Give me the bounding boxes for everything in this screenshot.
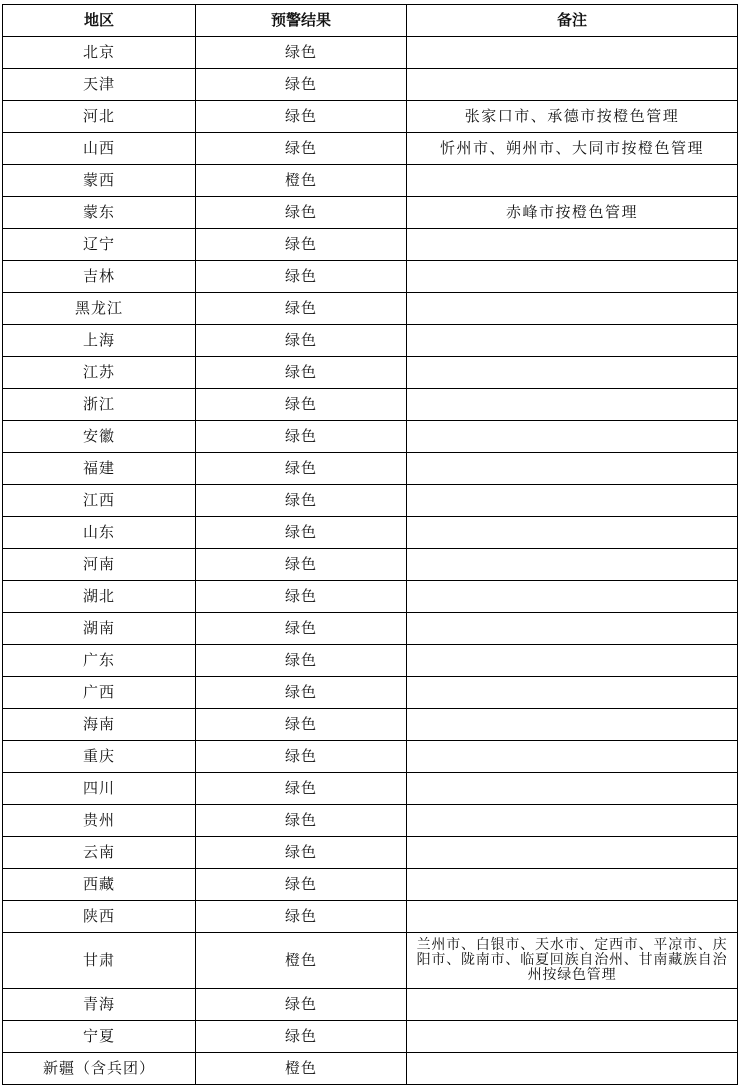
- table-row: [3, 741, 738, 773]
- header-row: [3, 5, 738, 37]
- cell-warning-result: 绿色: [196, 901, 407, 933]
- cell-region: 福建: [3, 453, 196, 485]
- table-row: [3, 325, 738, 357]
- cell-warning-result: 绿色: [196, 869, 407, 901]
- cell-note: [407, 389, 738, 421]
- cell-region: 湖南: [3, 613, 196, 645]
- cell-warning-result: 橙色: [196, 933, 407, 989]
- cell-note: [407, 325, 738, 357]
- cell-warning-result: 绿色: [196, 773, 407, 805]
- cell-region: 广东: [3, 645, 196, 677]
- table-row: [3, 805, 738, 837]
- cell-note: [407, 517, 738, 549]
- cell-region: 上海: [3, 325, 196, 357]
- cell-region: 山东: [3, 517, 196, 549]
- cell-note: [407, 989, 738, 1021]
- cell-region: 江西: [3, 485, 196, 517]
- table-row: [3, 165, 738, 197]
- table-row: [3, 133, 738, 165]
- cell-warning-result: 绿色: [196, 709, 407, 741]
- cell-warning-result: 绿色: [196, 741, 407, 773]
- cell-warning-result: 绿色: [196, 549, 407, 581]
- table-row: [3, 37, 738, 69]
- cell-warning-result: 绿色: [196, 517, 407, 549]
- cell-note: [407, 165, 738, 197]
- cell-note: [407, 549, 738, 581]
- table-row: [3, 581, 738, 613]
- cell-note: [407, 677, 738, 709]
- cell-region: 黑龙江: [3, 293, 196, 325]
- cell-region: 新疆（含兵团）: [3, 1053, 196, 1085]
- cell-warning-result: 绿色: [196, 101, 407, 133]
- table-row: [3, 485, 738, 517]
- cell-region: 重庆: [3, 741, 196, 773]
- cell-region: 湖北: [3, 581, 196, 613]
- cell-note: 赤峰市按橙色管理: [407, 197, 738, 229]
- cell-note: 忻州市、朔州市、大同市按橙色管理: [407, 133, 738, 165]
- cell-note: [407, 1021, 738, 1053]
- cell-region: 广西: [3, 677, 196, 709]
- cell-region: 四川: [3, 773, 196, 805]
- cell-note: [407, 1053, 738, 1085]
- table-row: [3, 645, 738, 677]
- cell-warning-result: 绿色: [196, 613, 407, 645]
- table-row: [3, 389, 738, 421]
- table-row: [3, 613, 738, 645]
- cell-note: 张家口市、承德市按橙色管理: [407, 101, 738, 133]
- warning-results-table-container: [2, 4, 737, 1085]
- cell-note: [407, 261, 738, 293]
- cell-region: 山西: [3, 133, 196, 165]
- cell-region: 宁夏: [3, 1021, 196, 1053]
- table-row: [3, 1021, 738, 1053]
- cell-note: [407, 485, 738, 517]
- cell-warning-result: 绿色: [196, 37, 407, 69]
- table-row: [3, 901, 738, 933]
- cell-note: [407, 229, 738, 261]
- cell-region: 辽宁: [3, 229, 196, 261]
- cell-warning-result: 绿色: [196, 805, 407, 837]
- header-note: 备注: [407, 5, 738, 37]
- cell-warning-result: 绿色: [196, 293, 407, 325]
- table-row: [3, 773, 738, 805]
- table-row: [3, 357, 738, 389]
- header-region: 地区: [3, 5, 196, 37]
- cell-warning-result: 绿色: [196, 837, 407, 869]
- table-row: [3, 197, 738, 229]
- cell-note: [407, 773, 738, 805]
- cell-warning-result: 绿色: [196, 229, 407, 261]
- table-row: [3, 229, 738, 261]
- cell-warning-result: 绿色: [196, 1021, 407, 1053]
- cell-note: [407, 581, 738, 613]
- cell-region: 河北: [3, 101, 196, 133]
- cell-note: [407, 453, 738, 485]
- cell-region: 河南: [3, 549, 196, 581]
- header-warning-result: 预警结果: [196, 5, 407, 37]
- cell-warning-result: 绿色: [196, 989, 407, 1021]
- cell-note: [407, 293, 738, 325]
- cell-region: 吉林: [3, 261, 196, 293]
- cell-warning-result: 绿色: [196, 421, 407, 453]
- cell-note: [407, 709, 738, 741]
- cell-note: [407, 421, 738, 453]
- cell-warning-result: 绿色: [196, 197, 407, 229]
- cell-note: [407, 357, 738, 389]
- table-row: [3, 421, 738, 453]
- table-row: [3, 101, 738, 133]
- table-row: [3, 677, 738, 709]
- table-row: [3, 549, 738, 581]
- cell-warning-result: 绿色: [196, 645, 407, 677]
- table-row: [3, 69, 738, 101]
- cell-region: 蒙东: [3, 197, 196, 229]
- cell-note: 兰州市、白银市、天水市、定西市、平凉市、庆阳市、陇南市、临夏回族自治州、甘南藏族自治州按绿色管理: [407, 933, 738, 989]
- table-row: [3, 1053, 738, 1085]
- cell-region: 云南: [3, 837, 196, 869]
- cell-region: 浙江: [3, 389, 196, 421]
- cell-warning-result: 绿色: [196, 485, 407, 517]
- cell-region: 蒙西: [3, 165, 196, 197]
- table-row: [3, 933, 738, 989]
- cell-note: [407, 645, 738, 677]
- cell-note: [407, 613, 738, 645]
- cell-warning-result: 绿色: [196, 261, 407, 293]
- cell-region: 江苏: [3, 357, 196, 389]
- cell-region: 北京: [3, 37, 196, 69]
- cell-warning-result: 绿色: [196, 581, 407, 613]
- cell-region: 陕西: [3, 901, 196, 933]
- cell-warning-result: 绿色: [196, 453, 407, 485]
- cell-note: [407, 741, 738, 773]
- table-row: [3, 261, 738, 293]
- cell-region: 甘肃: [3, 933, 196, 989]
- cell-warning-result: 绿色: [196, 69, 407, 101]
- table-row: [3, 517, 738, 549]
- table-header: [3, 5, 738, 37]
- table-row: [3, 293, 738, 325]
- cell-warning-result: 绿色: [196, 357, 407, 389]
- cell-note: [407, 37, 738, 69]
- table-row: [3, 453, 738, 485]
- table-row: [3, 709, 738, 741]
- cell-region: 西藏: [3, 869, 196, 901]
- cell-region: 贵州: [3, 805, 196, 837]
- table-body: [3, 37, 738, 1085]
- table-row: [3, 837, 738, 869]
- cell-region: 天津: [3, 69, 196, 101]
- cell-note: [407, 837, 738, 869]
- cell-note: [407, 869, 738, 901]
- warning-results-table: [2, 4, 738, 1085]
- cell-region: 青海: [3, 989, 196, 1021]
- cell-note: [407, 69, 738, 101]
- cell-region: 海南: [3, 709, 196, 741]
- cell-warning-result: 绿色: [196, 325, 407, 357]
- cell-warning-result: 橙色: [196, 165, 407, 197]
- cell-warning-result: 橙色: [196, 1053, 407, 1085]
- cell-warning-result: 绿色: [196, 389, 407, 421]
- cell-note: [407, 901, 738, 933]
- table-row: [3, 989, 738, 1021]
- cell-warning-result: 绿色: [196, 677, 407, 709]
- cell-warning-result: 绿色: [196, 133, 407, 165]
- cell-region: 安徽: [3, 421, 196, 453]
- table-row: [3, 869, 738, 901]
- cell-note: [407, 805, 738, 837]
